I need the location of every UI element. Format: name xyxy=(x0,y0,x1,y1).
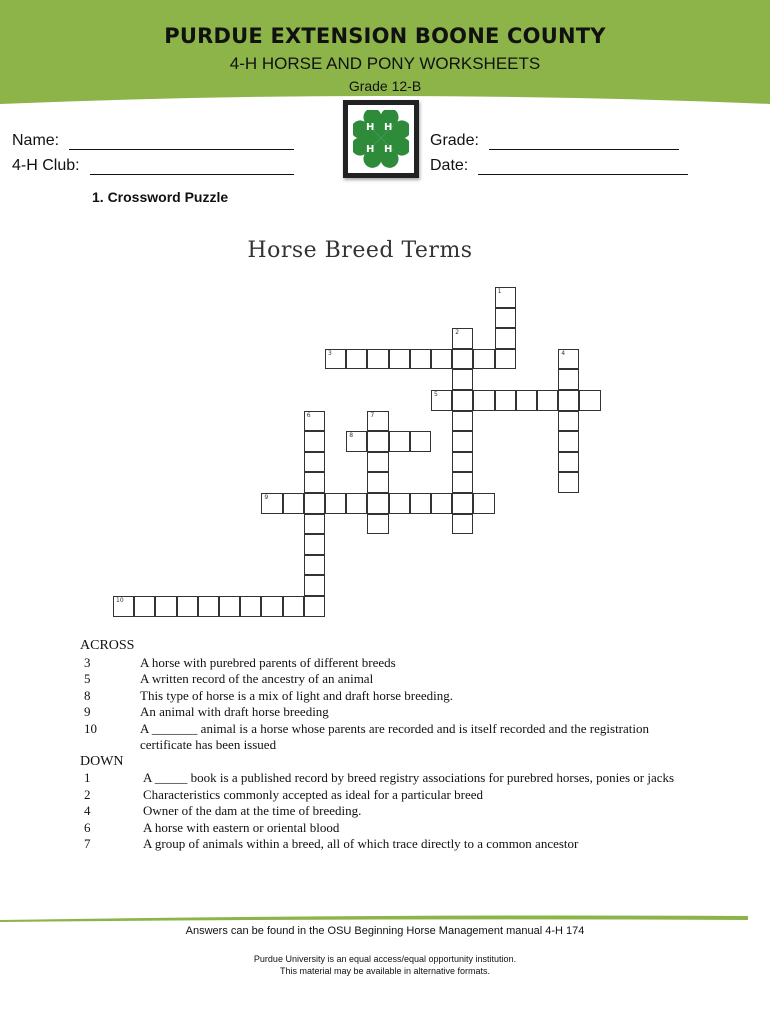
crossword-cell[interactable] xyxy=(325,349,346,370)
svg-text:H: H xyxy=(366,122,375,133)
crossword-cell[interactable] xyxy=(283,596,304,617)
section-heading: 1. Crossword Puzzle xyxy=(92,189,229,205)
crossword-cell[interactable] xyxy=(304,452,325,473)
clue-number: 8 xyxy=(84,687,91,703)
crossword-cell[interactable] xyxy=(346,493,367,514)
crossword-cell-number: 10 xyxy=(116,597,124,604)
crossword-cell[interactable] xyxy=(177,596,198,617)
crossword-cell[interactable] xyxy=(134,596,155,617)
grade-field[interactable] xyxy=(430,132,679,150)
crossword-cell[interactable] xyxy=(410,493,431,514)
crossword-cell[interactable] xyxy=(452,514,473,535)
down-heading: DOWN xyxy=(80,753,124,769)
crossword-cell[interactable] xyxy=(431,493,452,514)
clue-text: This type of horse is a mix of light and draft horse breeding. xyxy=(140,687,454,703)
club-label: 4-H Club: xyxy=(12,157,80,174)
crossword-cell[interactable] xyxy=(558,411,579,432)
crossword-cell[interactable] xyxy=(579,390,600,411)
crossword-cell[interactable] xyxy=(367,411,388,432)
crossword-cell[interactable] xyxy=(452,369,473,390)
crossword-cell[interactable] xyxy=(367,349,388,370)
crossword-cell[interactable] xyxy=(367,472,388,493)
crossword-cell[interactable] xyxy=(219,596,240,617)
crossword-cell[interactable] xyxy=(304,472,325,493)
crossword-cell-number: 5 xyxy=(434,391,438,398)
crossword-cell[interactable] xyxy=(452,431,473,452)
club-field[interactable] xyxy=(12,157,294,175)
eo-line: Purdue University is an equal access/equal opportunity institution. xyxy=(253,954,517,964)
crossword-cell[interactable] xyxy=(304,575,325,596)
crossword-cell[interactable] xyxy=(240,596,261,617)
clue-number: 10 xyxy=(84,720,97,736)
crossword-cell[interactable] xyxy=(304,514,325,535)
crossword-cell[interactable] xyxy=(452,390,473,411)
clue-text: A _______ animal is a horse whose parents are recorded and is itself recorded and the registration certificate has been issued xyxy=(140,720,649,752)
clue-text: A group of animals within a breed, all of which trace directly to a common ancestor xyxy=(143,836,579,851)
crossword-cell[interactable] xyxy=(452,493,473,514)
crossword-cell[interactable] xyxy=(495,390,516,411)
crossword-cell[interactable] xyxy=(558,472,579,493)
crossword-cell[interactable] xyxy=(452,472,473,493)
clue-number: 2 xyxy=(84,786,91,802)
clue-row xyxy=(80,688,703,705)
clue-number: 5 xyxy=(84,671,91,686)
crossword-cell[interactable] xyxy=(473,493,494,514)
crossword-cell[interactable] xyxy=(558,431,579,452)
crossword-cell[interactable] xyxy=(367,514,388,535)
clue-number: 6 xyxy=(84,819,91,835)
clue-text: A horse with purebred parents of different breeds xyxy=(140,654,396,670)
clue-row xyxy=(80,820,703,837)
date-field[interactable] xyxy=(430,157,688,175)
clue-text: A horse with eastern or oriental blood xyxy=(143,819,340,835)
crossword-cell[interactable] xyxy=(495,349,516,370)
clover-logo xyxy=(343,100,419,178)
clue-row xyxy=(80,770,703,787)
crossword-cell-number: 6 xyxy=(306,411,311,419)
clue-number: 9 xyxy=(84,704,91,719)
crossword-cell[interactable] xyxy=(495,287,516,308)
crossword-cell[interactable] xyxy=(389,349,410,370)
crossword-cell-number: 8 xyxy=(349,432,354,440)
clue-row xyxy=(80,787,703,804)
clue-list xyxy=(80,638,703,853)
crossword-cell[interactable] xyxy=(558,452,579,473)
clue-number: 4 xyxy=(84,803,91,818)
clue-text: An animal with draft horse breeding xyxy=(140,704,329,719)
puzzle-title: Horse Breed Terms xyxy=(247,238,473,263)
clue-number: 1 xyxy=(84,770,91,785)
crossword-cell[interactable] xyxy=(389,431,410,452)
date-label: Date: xyxy=(430,157,469,174)
crossword-cell[interactable] xyxy=(198,596,219,617)
crossword-cell-number: 3 xyxy=(328,349,332,357)
name-input-line[interactable] xyxy=(69,133,294,150)
crossword-cell[interactable] xyxy=(304,431,325,452)
crossword-cell[interactable] xyxy=(452,328,473,349)
clue-row xyxy=(80,803,703,820)
crossword-cell-number: 4 xyxy=(561,349,566,357)
clue-row xyxy=(80,836,703,853)
crossword-cell[interactable] xyxy=(389,493,410,514)
crossword-cell[interactable] xyxy=(537,390,558,411)
name-field[interactable] xyxy=(12,132,294,150)
equal-opportunity-note xyxy=(0,953,770,977)
svg-text:H: H xyxy=(366,144,375,155)
crossword-cell[interactable] xyxy=(261,493,282,514)
crossword-cell[interactable] xyxy=(431,349,452,370)
clue-row xyxy=(80,704,703,721)
grade-label: Grade: xyxy=(430,132,479,149)
crossword-cell[interactable] xyxy=(367,493,388,514)
name-label: Name: xyxy=(12,132,60,149)
crossword-cell[interactable] xyxy=(410,349,431,370)
crossword-cell[interactable] xyxy=(431,390,452,411)
crossword-cell[interactable] xyxy=(558,390,579,411)
clue-text: A _____ book is a published record by breed registry associations for purebred horses, ponies or jacks xyxy=(143,770,675,785)
crossword-cell[interactable] xyxy=(367,431,388,452)
crossword-cell[interactable] xyxy=(304,411,325,432)
clue-text: Owner of the dam at the time of breeding. xyxy=(143,803,362,818)
crossword-cell[interactable] xyxy=(495,308,516,329)
grade-level-label: Grade 12-B xyxy=(348,78,422,94)
clue-number: 7 xyxy=(84,836,91,851)
crossword-cell[interactable] xyxy=(113,596,134,617)
clue-row xyxy=(80,655,703,672)
crossword-cell[interactable] xyxy=(495,328,516,349)
crossword-cell[interactable] xyxy=(283,493,304,514)
crossword-cell[interactable] xyxy=(516,390,537,411)
clue-row xyxy=(80,721,703,754)
crossword-cell[interactable] xyxy=(304,555,325,576)
crossword-cell[interactable] xyxy=(452,349,473,370)
date-input-line[interactable] xyxy=(478,158,688,175)
crossword-cell[interactable] xyxy=(473,390,494,411)
clue-text: A written record of the ancestry of an animal xyxy=(140,671,374,686)
crossword-cell[interactable] xyxy=(325,493,346,514)
crossword-cell[interactable] xyxy=(155,596,176,617)
club-input-line[interactable] xyxy=(90,158,294,175)
crossword-cell[interactable] xyxy=(452,411,473,432)
clue-number: 3 xyxy=(84,654,91,670)
crossword-cell[interactable] xyxy=(346,431,367,452)
crossword-cell[interactable] xyxy=(304,534,325,555)
crossword-cell[interactable] xyxy=(304,493,325,514)
crossword-cell[interactable] xyxy=(452,452,473,473)
grade-input-line[interactable] xyxy=(489,133,679,150)
svg-text:H: H xyxy=(384,144,393,155)
page-title: PURDUE EXTENSION BOONE COUNTY xyxy=(164,24,606,48)
eo-line: This material may be available in alternative formats. xyxy=(279,966,491,976)
crossword-cell[interactable] xyxy=(558,369,579,390)
crossword-cell[interactable] xyxy=(346,349,367,370)
across-heading: ACROSS xyxy=(80,638,135,653)
svg-text:H: H xyxy=(384,122,393,133)
answers-note: Answers can be found in the OSU Beginning Horse Management manual 4-H 174 xyxy=(185,925,585,937)
four-h-clover-icon xyxy=(353,110,409,168)
crossword-cell[interactable] xyxy=(367,452,388,473)
crossword-cell[interactable] xyxy=(261,596,282,617)
crossword-cell-number: 2 xyxy=(455,329,460,337)
crossword-cell[interactable] xyxy=(304,596,325,617)
clue-row xyxy=(80,671,703,688)
crossword-cell[interactable] xyxy=(558,349,579,370)
crossword-cell-number: 9 xyxy=(264,494,269,501)
crossword-cell[interactable] xyxy=(410,431,431,452)
crossword-cell[interactable] xyxy=(473,349,494,370)
page-subtitle: 4-H HORSE AND PONY WORKSHEETS xyxy=(229,54,541,73)
crossword-cell-number: 1 xyxy=(497,288,502,295)
footer-rule xyxy=(0,912,770,924)
crossword-cell-number: 7 xyxy=(370,411,375,419)
clue-text: Characteristics commonly accepted as ideal for a particular breed xyxy=(143,786,484,802)
